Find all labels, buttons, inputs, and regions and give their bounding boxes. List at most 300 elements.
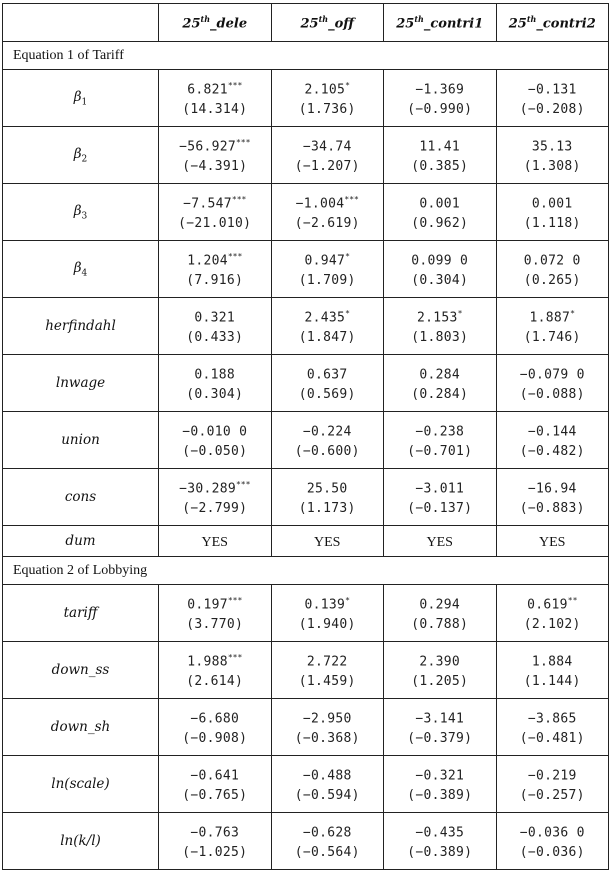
significance-stars: *** <box>227 652 243 662</box>
t-statistic: (−0.368) <box>294 731 360 747</box>
value-cell <box>384 813 497 870</box>
coefficient <box>497 76 609 100</box>
t-statistic: (−0.564) <box>294 845 360 861</box>
t-statistic: (−2.619) <box>294 216 360 232</box>
coefficient-value: −1.004 <box>295 196 345 212</box>
column-header <box>496 4 609 42</box>
value-cell <box>271 526 384 557</box>
coefficient <box>497 819 609 843</box>
value-cell <box>496 699 609 756</box>
coefficient-value: −7.547 <box>183 196 232 212</box>
coefficient-value: −3.865 <box>527 711 577 727</box>
coefficient-value: −2.950 <box>302 711 352 727</box>
t-statistic: (1.709) <box>298 273 356 289</box>
coefficient-value: 0.072 0 <box>523 253 581 269</box>
column-header-superscript: th <box>318 13 329 24</box>
value-cell <box>496 70 609 127</box>
coefficient-value: −0.488 <box>302 768 352 784</box>
coefficient <box>384 762 496 786</box>
table-row <box>3 184 609 241</box>
table-row <box>3 526 609 557</box>
variable-name-cell <box>3 298 159 355</box>
variable-name: β <box>73 88 82 105</box>
coefficient <box>497 591 609 615</box>
variable-name: dum <box>65 533 96 549</box>
coefficient <box>159 247 271 271</box>
t-statistic: (−0.137) <box>407 501 473 517</box>
coefficient-value: −0.010 0 <box>182 424 248 440</box>
variable-name-cell <box>3 756 159 813</box>
coefficient <box>384 361 496 385</box>
variable-name-cell <box>3 127 159 184</box>
column-header <box>159 4 272 42</box>
variable-name: lnwage <box>55 375 106 391</box>
coefficient <box>384 648 496 672</box>
coefficient-value: −30.289 <box>179 481 236 497</box>
coefficient <box>497 418 609 442</box>
coefficient <box>497 133 609 157</box>
value-cell <box>271 756 384 813</box>
table-row <box>3 756 609 813</box>
coefficient <box>384 705 496 729</box>
t-statistic: (2.102) <box>523 617 581 633</box>
coefficient-value: −0.079 0 <box>519 367 585 383</box>
t-statistic: (1.144) <box>523 674 581 690</box>
table-row <box>3 412 609 469</box>
value-cell <box>271 642 384 699</box>
t-statistic: (−0.257) <box>519 788 585 804</box>
coefficient <box>272 591 384 615</box>
t-statistic: (1.847) <box>298 330 356 346</box>
value-cell <box>496 585 609 642</box>
coefficient <box>272 475 384 499</box>
variable-name: down_ss <box>51 662 110 678</box>
value-cell <box>159 756 272 813</box>
regression-table <box>2 3 609 870</box>
t-statistic: (−1.207) <box>294 159 360 175</box>
t-statistic: (−0.050) <box>182 444 248 460</box>
t-statistic: (0.385) <box>411 159 469 175</box>
value-cell <box>384 585 497 642</box>
t-statistic: (3.770) <box>186 617 244 633</box>
t-statistic: (7.916) <box>186 273 244 289</box>
variable-subscript: 3 <box>81 211 88 222</box>
t-statistic: (14.314) <box>182 102 248 118</box>
variable-name-cell <box>3 355 159 412</box>
coefficient-value: −0.641 <box>190 768 240 784</box>
value-cell <box>159 70 272 127</box>
coefficient-value: 0.197 <box>187 597 228 613</box>
table-row <box>3 70 609 127</box>
coefficient-value: 0.947 <box>304 253 346 269</box>
coefficient-value: −0.435 <box>415 825 465 841</box>
variable-name: β <box>73 259 82 276</box>
t-statistic: (−0.883) <box>519 501 585 517</box>
value-cell <box>271 298 384 355</box>
value-cell <box>384 469 497 526</box>
coefficient <box>159 705 271 729</box>
coefficient <box>159 762 271 786</box>
coefficient-value: 2.435 <box>304 310 346 326</box>
value-cell <box>384 241 497 298</box>
t-statistic: (0.962) <box>411 216 469 232</box>
column-header-prefix: 25 <box>396 16 415 32</box>
t-statistic: (1.940) <box>298 617 356 633</box>
coefficient <box>272 133 384 157</box>
t-statistic: (1.459) <box>298 674 356 690</box>
t-statistic: (0.284) <box>411 387 469 403</box>
coefficient-value: 35.13 <box>531 139 573 155</box>
significance-stars: *** <box>227 80 243 90</box>
variable-subscript: 1 <box>81 97 88 108</box>
t-statistic: (−0.600) <box>294 444 360 460</box>
coefficient <box>272 648 384 672</box>
coefficient <box>497 648 609 672</box>
value-cell <box>271 127 384 184</box>
coefficient <box>159 304 271 328</box>
t-statistic: (1.746) <box>523 330 581 346</box>
variable-name-cell <box>3 469 159 526</box>
variable-name-cell <box>3 526 159 557</box>
t-statistic: (0.265) <box>523 273 581 289</box>
coefficient-value: 0.321 <box>194 310 236 326</box>
value-cell <box>496 241 609 298</box>
t-statistic: (0.569) <box>298 387 356 403</box>
coefficient <box>384 475 496 499</box>
coefficient <box>272 762 384 786</box>
t-statistic: (2.614) <box>186 674 244 690</box>
value-cell <box>159 412 272 469</box>
coefficient-value: −0.238 <box>415 424 465 440</box>
value-cell <box>159 184 272 241</box>
coefficient <box>159 819 271 843</box>
value-cell <box>496 526 609 557</box>
significance-stars: * <box>345 80 350 90</box>
coefficient-value: 1.887 <box>529 310 571 326</box>
value-cell <box>496 756 609 813</box>
section-header-row <box>3 42 609 70</box>
column-header-prefix: 25 <box>300 16 319 32</box>
coefficient <box>272 76 384 100</box>
value-cell <box>271 699 384 756</box>
coefficient <box>272 418 384 442</box>
coefficient-value: 0.001 <box>419 196 461 212</box>
t-statistic: (0.304) <box>186 387 244 403</box>
coefficient <box>384 591 496 615</box>
value-cell <box>271 412 384 469</box>
coefficient <box>497 190 609 214</box>
significance-stars: * <box>570 308 575 318</box>
value-cell <box>496 813 609 870</box>
significance-stars: *** <box>231 194 247 204</box>
coefficient <box>159 475 271 499</box>
coefficient-value: −16.94 <box>527 481 577 497</box>
value-cell <box>271 813 384 870</box>
coefficient <box>272 705 384 729</box>
coefficient-value: 6.821 <box>187 82 228 98</box>
coefficient-value: −0.321 <box>415 768 465 784</box>
coefficient-value: −0.219 <box>527 768 577 784</box>
significance-stars: *** <box>227 595 243 605</box>
coefficient <box>272 361 384 385</box>
column-header-superscript: th <box>200 13 211 24</box>
t-statistic: (−0.389) <box>407 788 473 804</box>
value-cell <box>384 412 497 469</box>
coefficient-value: 0.188 <box>194 367 236 383</box>
t-statistic: (1.205) <box>411 674 469 690</box>
variable-name: cons <box>64 489 97 505</box>
variable-name-cell <box>3 241 159 298</box>
regression-table-body <box>3 4 609 870</box>
section-title: Equation 2 of Lobbying <box>3 557 609 585</box>
t-statistic: (−2.799) <box>182 501 248 517</box>
coefficient-value: −1.369 <box>415 82 465 98</box>
t-statistic: (0.788) <box>411 617 469 633</box>
variable-subscript: 4 <box>81 268 88 279</box>
coefficient <box>497 705 609 729</box>
coefficient <box>272 304 384 328</box>
coefficient <box>272 190 384 214</box>
dummy-indicator: YES <box>539 535 566 550</box>
value-cell <box>271 70 384 127</box>
coefficient <box>497 475 609 499</box>
t-statistic: (−0.765) <box>182 788 248 804</box>
variable-name-cell <box>3 70 159 127</box>
value-cell <box>496 412 609 469</box>
coefficient-value: −0.224 <box>302 424 352 440</box>
column-header <box>271 4 384 42</box>
coefficient-value: 2.390 <box>419 654 461 670</box>
t-statistic: (1.118) <box>523 216 581 232</box>
significance-stars: * <box>457 308 463 318</box>
column-header-suffix: _dele <box>210 16 248 32</box>
variable-name: β <box>73 202 82 219</box>
coefficient-value: 1.204 <box>187 253 228 269</box>
value-cell <box>159 585 272 642</box>
significance-stars: *** <box>227 251 243 261</box>
t-statistic: (−0.594) <box>294 788 360 804</box>
coefficient <box>159 361 271 385</box>
coefficient-value: 0.284 <box>419 367 461 383</box>
coefficient-value: 0.001 <box>531 196 573 212</box>
variable-name-cell <box>3 184 159 241</box>
variable-name: ln(scale) <box>51 776 110 792</box>
value-cell <box>384 642 497 699</box>
section-header-row <box>3 557 609 585</box>
coefficient <box>159 591 271 615</box>
t-statistic: (−0.990) <box>407 102 473 118</box>
value-cell <box>271 469 384 526</box>
coefficient-value: −0.628 <box>302 825 352 841</box>
coefficient-value: −56.927 <box>179 139 236 155</box>
column-header-superscript: th <box>526 13 537 24</box>
t-statistic: (−0.379) <box>407 731 473 747</box>
column-header-suffix: _off <box>328 16 355 32</box>
value-cell <box>384 526 497 557</box>
coefficient-value: 0.099 0 <box>411 253 469 269</box>
significance-stars: * <box>345 308 350 318</box>
coefficient-value: 0.294 <box>419 597 461 613</box>
variable-name: herfindahl <box>45 318 116 334</box>
variable-name-cell <box>3 699 159 756</box>
coefficient-value: 1.884 <box>531 654 573 670</box>
coefficient-value: 0.139 <box>304 597 346 613</box>
coefficient-value: 1.988 <box>187 654 228 670</box>
table-row <box>3 469 609 526</box>
value-cell <box>159 526 272 557</box>
coefficient <box>497 762 609 786</box>
table-row <box>3 127 609 184</box>
variable-name-cell <box>3 813 159 870</box>
section-title: Equation 1 of Tariff <box>3 42 609 70</box>
t-statistic: (1.173) <box>298 501 356 517</box>
table-row <box>3 585 609 642</box>
coefficient <box>497 361 609 385</box>
variable-name-cell <box>3 642 159 699</box>
variable-name: β <box>73 145 82 162</box>
value-cell <box>271 585 384 642</box>
coefficient <box>159 648 271 672</box>
column-header-prefix: 25 <box>508 16 527 32</box>
coefficient <box>497 247 609 271</box>
coefficient <box>384 190 496 214</box>
header-corner <box>3 4 159 42</box>
dummy-indicator: YES <box>201 535 228 550</box>
coefficient <box>384 304 496 328</box>
value-cell <box>159 469 272 526</box>
variable-name-cell <box>3 412 159 469</box>
coefficient <box>159 133 271 157</box>
coefficient <box>384 247 496 271</box>
value-cell <box>384 127 497 184</box>
value-cell <box>496 642 609 699</box>
coefficient-value: 2.105 <box>304 82 346 98</box>
column-header-suffix: _contri1 <box>423 16 484 32</box>
column-header-suffix: _contri2 <box>536 16 596 32</box>
table-row <box>3 241 609 298</box>
t-statistic: (−0.481) <box>519 731 585 747</box>
column-header-prefix: 25 <box>182 16 201 32</box>
t-statistic: (−21.010) <box>178 216 252 232</box>
value-cell <box>384 298 497 355</box>
value-cell <box>159 642 272 699</box>
coefficient-value: −0.144 <box>527 424 577 440</box>
value-cell <box>271 184 384 241</box>
value-cell <box>496 298 609 355</box>
t-statistic: (−0.482) <box>519 444 585 460</box>
value-cell <box>496 469 609 526</box>
t-statistic: (−4.391) <box>182 159 248 175</box>
value-cell <box>159 699 272 756</box>
table-row <box>3 298 609 355</box>
value-cell <box>159 127 272 184</box>
t-statistic: (0.304) <box>411 273 469 289</box>
significance-stars: * <box>345 595 350 605</box>
t-statistic: (−1.025) <box>182 845 248 861</box>
significance-stars: * <box>345 251 350 261</box>
value-cell <box>159 241 272 298</box>
significance-stars: *** <box>235 137 251 147</box>
coefficient-value: −6.680 <box>190 711 240 727</box>
coefficient <box>272 247 384 271</box>
value-cell <box>384 70 497 127</box>
coefficient-value: 25.50 <box>306 481 348 497</box>
t-statistic: (−0.701) <box>407 444 473 460</box>
coefficient <box>159 418 271 442</box>
coefficient-value: 2.153 <box>417 310 458 326</box>
value-cell <box>159 813 272 870</box>
coefficient <box>384 819 496 843</box>
coefficient-value: −0.763 <box>190 825 240 841</box>
significance-stars: *** <box>235 479 251 489</box>
t-statistic: (−0.208) <box>519 102 585 118</box>
value-cell <box>384 699 497 756</box>
coefficient-value: 11.41 <box>419 139 461 155</box>
value-cell <box>384 756 497 813</box>
coefficient <box>159 190 271 214</box>
coefficient <box>497 304 609 328</box>
table-row <box>3 642 609 699</box>
coefficient <box>272 819 384 843</box>
value-cell <box>384 184 497 241</box>
variable-name: ln(k/l) <box>60 833 101 849</box>
coefficient-value: −0.131 <box>527 82 577 98</box>
value-cell <box>159 355 272 412</box>
coefficient-value: 2.722 <box>306 654 348 670</box>
t-statistic: (−0.908) <box>182 731 248 747</box>
column-header <box>384 4 497 42</box>
coefficient-value: 0.619 <box>527 597 568 613</box>
t-statistic: (−0.088) <box>519 387 585 403</box>
table-row <box>3 355 609 412</box>
t-statistic: (1.803) <box>411 330 469 346</box>
variable-name: union <box>61 432 100 448</box>
coefficient <box>384 133 496 157</box>
value-cell <box>271 241 384 298</box>
coefficient-value: −3.141 <box>415 711 465 727</box>
coefficient-value: −0.036 0 <box>519 825 585 841</box>
dummy-indicator: YES <box>426 535 453 550</box>
table-row <box>3 813 609 870</box>
coefficient-value: −3.011 <box>415 481 465 497</box>
variable-subscript: 2 <box>81 154 88 165</box>
value-cell <box>496 184 609 241</box>
t-statistic: (−0.036) <box>519 845 585 861</box>
significance-stars: ** <box>567 595 578 605</box>
column-header-superscript: th <box>414 13 424 24</box>
header-row <box>3 4 609 42</box>
value-cell <box>159 298 272 355</box>
coefficient <box>384 418 496 442</box>
value-cell <box>496 355 609 412</box>
t-statistic: (0.433) <box>186 330 244 346</box>
variable-name: tariff <box>63 605 98 621</box>
t-statistic: (−0.389) <box>407 845 473 861</box>
value-cell <box>384 355 497 412</box>
value-cell <box>496 127 609 184</box>
dummy-indicator: YES <box>314 535 341 550</box>
t-statistic: (1.308) <box>523 159 581 175</box>
variable-name: down_sh <box>50 719 111 735</box>
coefficient-value: 0.637 <box>306 367 348 383</box>
table-row <box>3 699 609 756</box>
significance-stars: *** <box>344 194 359 204</box>
coefficient-value: −34.74 <box>302 139 352 155</box>
t-statistic: (1.736) <box>298 102 356 118</box>
variable-name-cell <box>3 585 159 642</box>
value-cell <box>271 355 384 412</box>
coefficient <box>384 76 496 100</box>
